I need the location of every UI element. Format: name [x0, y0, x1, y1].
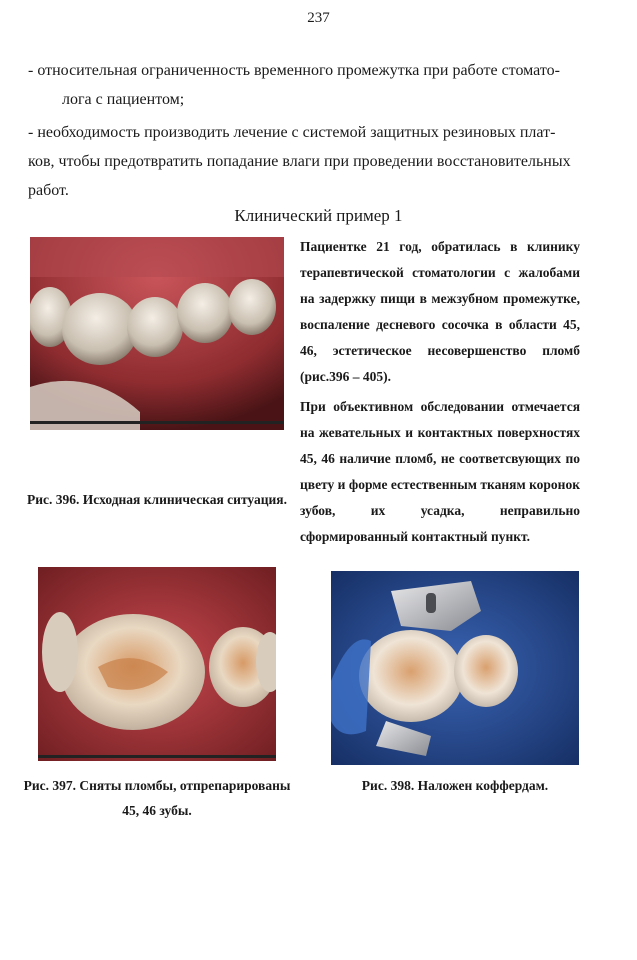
bullet-text-line: работ.	[28, 182, 69, 199]
bullet-text-line: лога с пациентом;	[62, 91, 185, 108]
case-description	[300, 234, 580, 550]
figure-396-caption: Рис. 396. Исходная клиническая ситуация.	[27, 492, 287, 507]
figure-397-photo	[38, 567, 276, 761]
bullet-item	[28, 56, 608, 114]
figure-397-caption: Рис. 397. Сняты пломбы, отпрепарированы 45, 46 зубы.	[23, 778, 291, 818]
case-paragraph: Пациентке 21 год, обратилась в клинику терапевтической стоматологии с жалобами на задержку пищи в межзубном промежутке, воспаление десневого сосочка в области 45, 46, эстетическое несовершенство пломб (рис.396 – 405).	[300, 239, 580, 384]
bullet-text-line: - относительная ограниченность временного промежутка при работе стомато-	[28, 62, 560, 79]
figure-396-photo	[30, 237, 284, 430]
page-number: 237	[307, 10, 330, 26]
bullet-text-line: ков, чтобы предотвратить попадание влаги при проведении восстановительных	[28, 153, 571, 170]
figure-398-caption: Рис. 398. Наложен коффердам.	[361, 778, 549, 793]
figure-398-photo	[331, 571, 579, 765]
bullet-item	[28, 118, 608, 205]
bullet-text-line: - необходимость производить лечение с системой защитных резиновых плат-	[28, 124, 556, 141]
case-paragraph: При объективном обследовании отмечается на жевательных и контактных поверхностях 45, 46 наличие пломб, не соответсвующих по цвету и форме естественным тканям коронок зубов, их усадка, неправильно сформированный контактный пункт.	[300, 399, 580, 544]
section-title: Клинический пример 1	[234, 206, 403, 225]
